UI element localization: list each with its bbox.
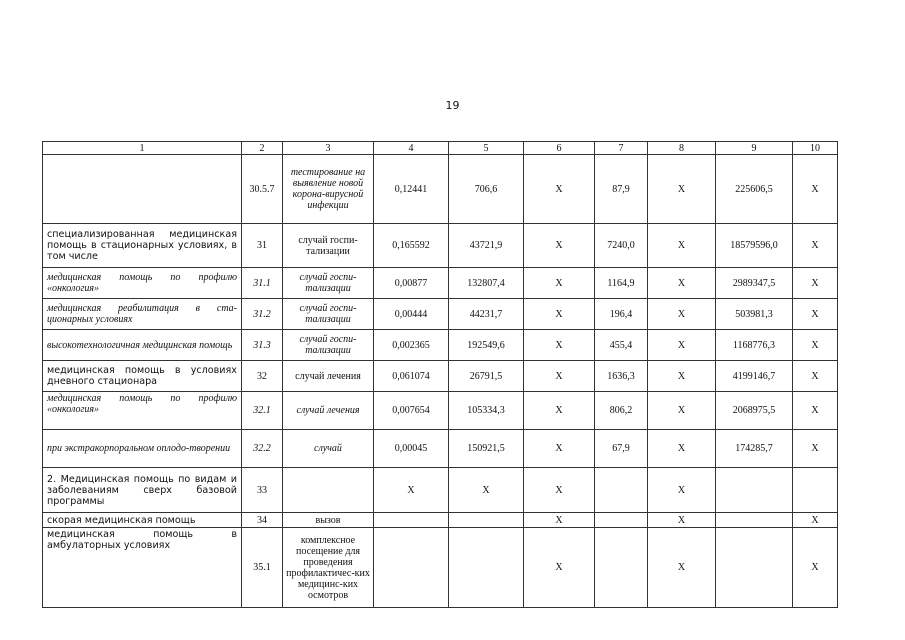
header-cell: 6 — [524, 142, 595, 155]
row-c9: 4199146,7 — [716, 361, 793, 392]
row-c7: 455,4 — [595, 330, 648, 361]
row-c5: 44231,7 — [449, 299, 524, 330]
row-code: 34 — [242, 513, 283, 528]
table-row — [43, 430, 838, 468]
table-row — [43, 224, 838, 268]
row-c9: 503981,3 — [716, 299, 793, 330]
row-code: 31.3 — [242, 330, 283, 361]
row-code: 32 — [242, 361, 283, 392]
row-c10 — [793, 468, 838, 513]
row-c9: 225606,5 — [716, 155, 793, 224]
row-unit: случай госпи-тализации — [283, 268, 374, 299]
header-row — [43, 142, 838, 155]
table-row — [43, 330, 838, 361]
row-c5: 192549,6 — [449, 330, 524, 361]
row-c10: Х — [793, 528, 838, 608]
row-unit: вызов — [283, 513, 374, 528]
row-c6: Х — [524, 224, 595, 268]
row-c10: Х — [793, 268, 838, 299]
row-c6: Х — [524, 392, 595, 430]
row-c4: 0,12441 — [374, 155, 449, 224]
row-name: медицинская помощь по профилю «онкология» — [43, 392, 242, 430]
row-c9 — [716, 513, 793, 528]
row-c4: 0,061074 — [374, 361, 449, 392]
header-cell: 10 — [793, 142, 838, 155]
row-c8: Х — [648, 361, 716, 392]
row-c5: 132807,4 — [449, 268, 524, 299]
row-c7: 1164,9 — [595, 268, 648, 299]
row-c9: 2068975,5 — [716, 392, 793, 430]
row-c9: 1168776,3 — [716, 330, 793, 361]
row-unit: случай лечения — [283, 392, 374, 430]
table-row — [43, 155, 838, 224]
table-row — [43, 513, 838, 528]
row-name: медицинская помощь по профилю «онкология» — [43, 268, 242, 299]
row-code: 30.5.7 — [242, 155, 283, 224]
row-c10: Х — [793, 513, 838, 528]
row-name — [43, 155, 242, 224]
row-name: скорая медицинская помощь — [43, 513, 242, 528]
row-c7: 67,9 — [595, 430, 648, 468]
row-unit: случай госпи-тализации — [283, 224, 374, 268]
row-c10: Х — [793, 330, 838, 361]
row-c10: Х — [793, 361, 838, 392]
header-cell: 3 — [283, 142, 374, 155]
table-row — [43, 361, 838, 392]
row-code: 35.1 — [242, 528, 283, 608]
header-cell: 8 — [648, 142, 716, 155]
row-c5: 150921,5 — [449, 430, 524, 468]
row-c5 — [449, 528, 524, 608]
row-c10: Х — [793, 299, 838, 330]
row-c7 — [595, 528, 648, 608]
row-c8: Х — [648, 430, 716, 468]
table-row — [43, 299, 838, 330]
row-c8: Х — [648, 155, 716, 224]
row-c4: 0,007654 — [374, 392, 449, 430]
row-c7 — [595, 513, 648, 528]
header-cell: 7 — [595, 142, 648, 155]
row-c9: 18579596,0 — [716, 224, 793, 268]
row-code: 32.2 — [242, 430, 283, 468]
header-cell: 1 — [43, 142, 242, 155]
row-c8: Х — [648, 468, 716, 513]
row-c6: Х — [524, 468, 595, 513]
row-code: 31 — [242, 224, 283, 268]
row-unit: случай лечения — [283, 361, 374, 392]
row-c5: Х — [449, 468, 524, 513]
row-c10: Х — [793, 392, 838, 430]
row-c4: 0,165592 — [374, 224, 449, 268]
row-unit: случай — [283, 430, 374, 468]
row-c8: Х — [648, 299, 716, 330]
row-c8: Х — [648, 528, 716, 608]
row-c6: Х — [524, 430, 595, 468]
row-code: 32.1 — [242, 392, 283, 430]
row-c9 — [716, 468, 793, 513]
table-row — [43, 528, 838, 608]
row-c6: Х — [524, 528, 595, 608]
row-unit: комплексное посещение для проведения профилактичес-ких медицинс-ких осмотров — [283, 528, 374, 608]
row-name: специализированная медицинская помощь в стационарных условиях, в том числе — [43, 224, 242, 268]
data-table — [42, 141, 838, 608]
row-c8: Х — [648, 392, 716, 430]
row-name: высокотехнологичная медицинская помощь — [43, 330, 242, 361]
row-c6: Х — [524, 299, 595, 330]
row-name: при экстракорпоральном оплодо-творении — [43, 430, 242, 468]
row-c10: Х — [793, 155, 838, 224]
row-c6: Х — [524, 155, 595, 224]
row-c4: Х — [374, 468, 449, 513]
row-code: 31.1 — [242, 268, 283, 299]
row-c6: Х — [524, 513, 595, 528]
row-c6: Х — [524, 361, 595, 392]
row-c5: 26791,5 — [449, 361, 524, 392]
row-c5: 706,6 — [449, 155, 524, 224]
row-c9: 2989347,5 — [716, 268, 793, 299]
row-c4: 0,00877 — [374, 268, 449, 299]
row-unit — [283, 468, 374, 513]
table-row — [43, 268, 838, 299]
row-c7: 196,4 — [595, 299, 648, 330]
row-name: медицинская реабилитация в ста-ционарных условиях — [43, 299, 242, 330]
row-c9: 174285,7 — [716, 430, 793, 468]
row-c10: Х — [793, 224, 838, 268]
row-name: 2. Медицинская помощь по видам и заболеваниям сверх базовой программы — [43, 468, 242, 513]
table-row — [43, 392, 838, 430]
row-unit: случай госпи-тализации — [283, 299, 374, 330]
row-c5 — [449, 513, 524, 528]
row-code: 31.2 — [242, 299, 283, 330]
row-c9 — [716, 528, 793, 608]
row-c4: 0,00045 — [374, 430, 449, 468]
header-cell: 5 — [449, 142, 524, 155]
row-c7: 87,9 — [595, 155, 648, 224]
row-unit: тестирование на выявление новой корона-вирусной инфекции — [283, 155, 374, 224]
row-c5: 43721,9 — [449, 224, 524, 268]
row-c4 — [374, 528, 449, 608]
table-row — [43, 468, 838, 513]
row-unit: случай госпи-тализации — [283, 330, 374, 361]
row-c7: 1636,3 — [595, 361, 648, 392]
row-name: медицинская помощь в амбулаторных условиях — [43, 528, 242, 608]
row-code: 33 — [242, 468, 283, 513]
row-c6: Х — [524, 330, 595, 361]
row-c8: Х — [648, 268, 716, 299]
row-c4: 0,002365 — [374, 330, 449, 361]
row-c8: Х — [648, 513, 716, 528]
row-c10: Х — [793, 430, 838, 468]
header-cell: 4 — [374, 142, 449, 155]
page-number: 19 — [445, 99, 460, 112]
header-cell: 2 — [242, 142, 283, 155]
row-c4: 0,00444 — [374, 299, 449, 330]
row-c7: 806,2 — [595, 392, 648, 430]
row-c8: Х — [648, 330, 716, 361]
row-c8: Х — [648, 224, 716, 268]
header-cell: 9 — [716, 142, 793, 155]
row-name: медицинская помощь в условиях дневного стационара — [43, 361, 242, 392]
row-c4 — [374, 513, 449, 528]
row-c5: 105334,3 — [449, 392, 524, 430]
row-c7: 7240,0 — [595, 224, 648, 268]
row-c6: Х — [524, 268, 595, 299]
row-c7 — [595, 468, 648, 513]
